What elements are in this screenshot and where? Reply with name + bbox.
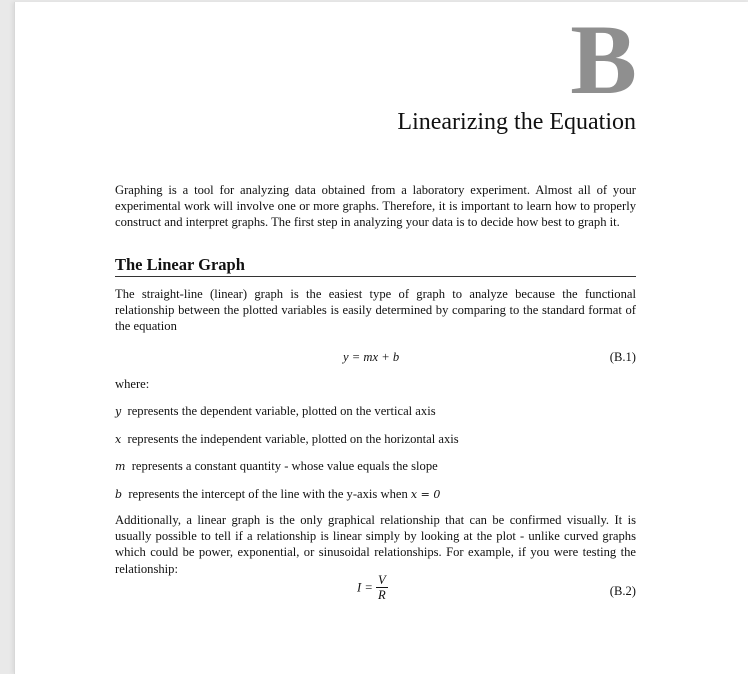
equation-b1-math: y = mx + b <box>343 350 400 364</box>
definition-item <box>115 486 440 503</box>
equation-b2-numerator: V <box>378 573 386 587</box>
section-paragraph-1: The straight-line (linear) graph is the easiest type of graph to analyze because the functional relationship between the plotted variables is easily determined by comparing to the standard format of the equation <box>115 287 636 334</box>
equation-b2-number: (B.2) <box>609 584 636 598</box>
definition-condition: x = 0 <box>410 488 441 501</box>
definition-symbol: x <box>115 433 122 446</box>
definition-text: represents a constant quantity - whose value equals the slope <box>131 459 438 473</box>
chapter-letter: B <box>570 4 637 115</box>
equation-b2-math <box>357 574 388 602</box>
where-label: where: <box>115 377 150 391</box>
equation-b2-lhs: I = <box>357 580 373 595</box>
definition-text: represents the dependent variable, plotted on the vertical axis <box>127 404 436 418</box>
equation-b1-number: (B.1) <box>609 350 636 364</box>
definition-text: represents the independent variable, plotted on the horizontal axis <box>127 432 459 446</box>
equation-b2-denominator: R <box>378 588 386 602</box>
definition-item <box>115 431 459 448</box>
definition-item <box>115 403 436 420</box>
definition-text: represents the intercept of the line with the y-axis when <box>128 487 408 501</box>
document-page <box>14 2 748 674</box>
section-title: The Linear Graph <box>115 255 636 277</box>
definition-symbol: m <box>115 460 126 473</box>
intro-paragraph: Graphing is a tool for analyzing data obtained from a laboratory experiment. Almost all of your experimental work will involve one or more graphs. Therefore, it is important to learn how to properly construct and interpret graphs. The first step in analyzing your data is to decide how best to graph it. <box>115 183 636 230</box>
definition-symbol: b <box>115 488 123 501</box>
equation-b2-fraction <box>376 574 388 602</box>
definition-item <box>115 458 438 475</box>
definition-symbol: y <box>115 405 122 418</box>
section-paragraph-2: Additionally, a linear graph is the only graphical relationship that can be confirmed visually. It is usually possible to tell if a relationship is linear simply by looking at the plot - unlike curved graphs which could be power, exponential, or sinusoidal relationships. For example, if you were testing the relationship: <box>115 513 636 576</box>
chapter-title: Linearizing the Equation <box>397 109 636 135</box>
